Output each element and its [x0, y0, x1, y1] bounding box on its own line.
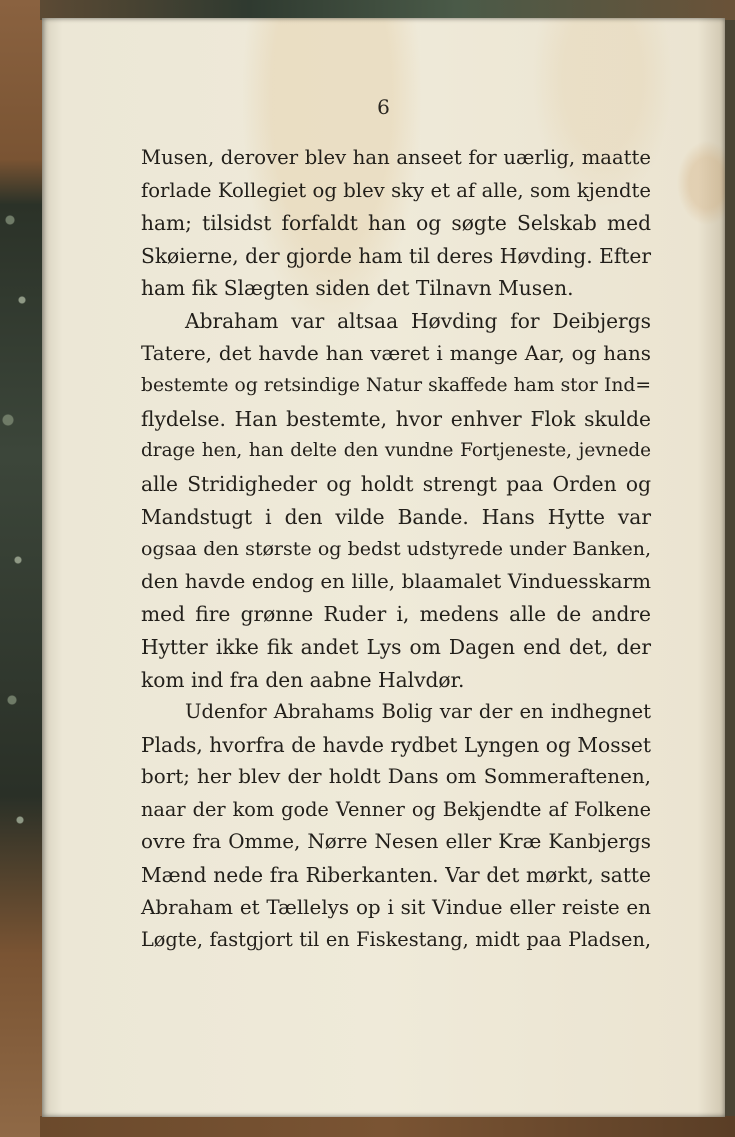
book-binding-left — [0, 0, 48, 1137]
text-line: alle Stridigheder og holdt strengt paa Orden og — [141, 471, 651, 496]
book-binding-bottom — [40, 1116, 735, 1137]
page-number: 6 — [377, 95, 390, 119]
text-line: drage hen, han delte den vundne Fortjeneste, jevnede — [141, 440, 651, 462]
text-line: ogsaa den største og bedst udstyrede under Banken, — [141, 538, 651, 561]
book-page — [42, 18, 725, 1117]
text-line: bestemte og retsindige Natur skaffede ham stor Ind= — [141, 375, 651, 397]
text-line: Musen, derover blev han anseet for uærlig, maatte — [141, 146, 651, 169]
text-line: Skøierne, der gjorde ham til deres Høvding. Efter — [141, 243, 651, 268]
text-line: Plads, hvorfra de havde rydbet Lyngen og Mosset — [141, 732, 651, 757]
text-line: ham fik Slægten siden det Tilnavn Musen. — [141, 276, 574, 301]
book-binding-top — [40, 0, 735, 20]
text-line: Abraham et Tællelys op i sit Vindue eller reiste en — [141, 895, 651, 919]
text-line: forlade Kollegiet og blev sky et af alle, som kjendte — [141, 178, 651, 202]
text-line: ovre fra Omme, Nørre Nesen eller Kræ Kanbjergs — [141, 830, 651, 854]
text-line: kom ind fra den aabne Halvdør. — [141, 667, 465, 692]
text-line: Løgte, fastgjort til en Fiskestang, midt paa Pladsen, — [141, 928, 651, 952]
text-line: bort; her blev der holdt Dans om Sommeraftenen, — [141, 765, 651, 789]
text-line: med fire grønne Ruder i, medens alle de andre — [141, 602, 651, 627]
text-line: Udenfor Abrahams Bolig var der en indhegnet — [185, 700, 651, 724]
text-line: Hytter ikke fik andet Lys om Dagen end det, der — [141, 634, 651, 659]
text-line: Tatere, det havde han været i mange Aar, og hans — [141, 341, 651, 365]
text-line: Mænd nede fra Riberkanten. Var det mørkt, satte — [141, 863, 651, 888]
text-line: naar der kom gode Venner og Bekjendte af Folkene — [141, 797, 651, 821]
text-line: Abraham var altsaa Høvding for Deibjergs — [185, 308, 651, 333]
text-line: ham; tilsidst forfaldt han og søgte Selskab med — [141, 211, 651, 236]
text-line: flydelse. Han bestemte, hvor enhver Flok skulde — [141, 406, 651, 431]
page-body-text — [141, 142, 651, 957]
text-line: Mandstugt i den vilde Bande. Hans Hytte var — [141, 504, 651, 529]
text-line: den havde endog en lille, blaamalet Vinduesskarm — [141, 569, 651, 593]
